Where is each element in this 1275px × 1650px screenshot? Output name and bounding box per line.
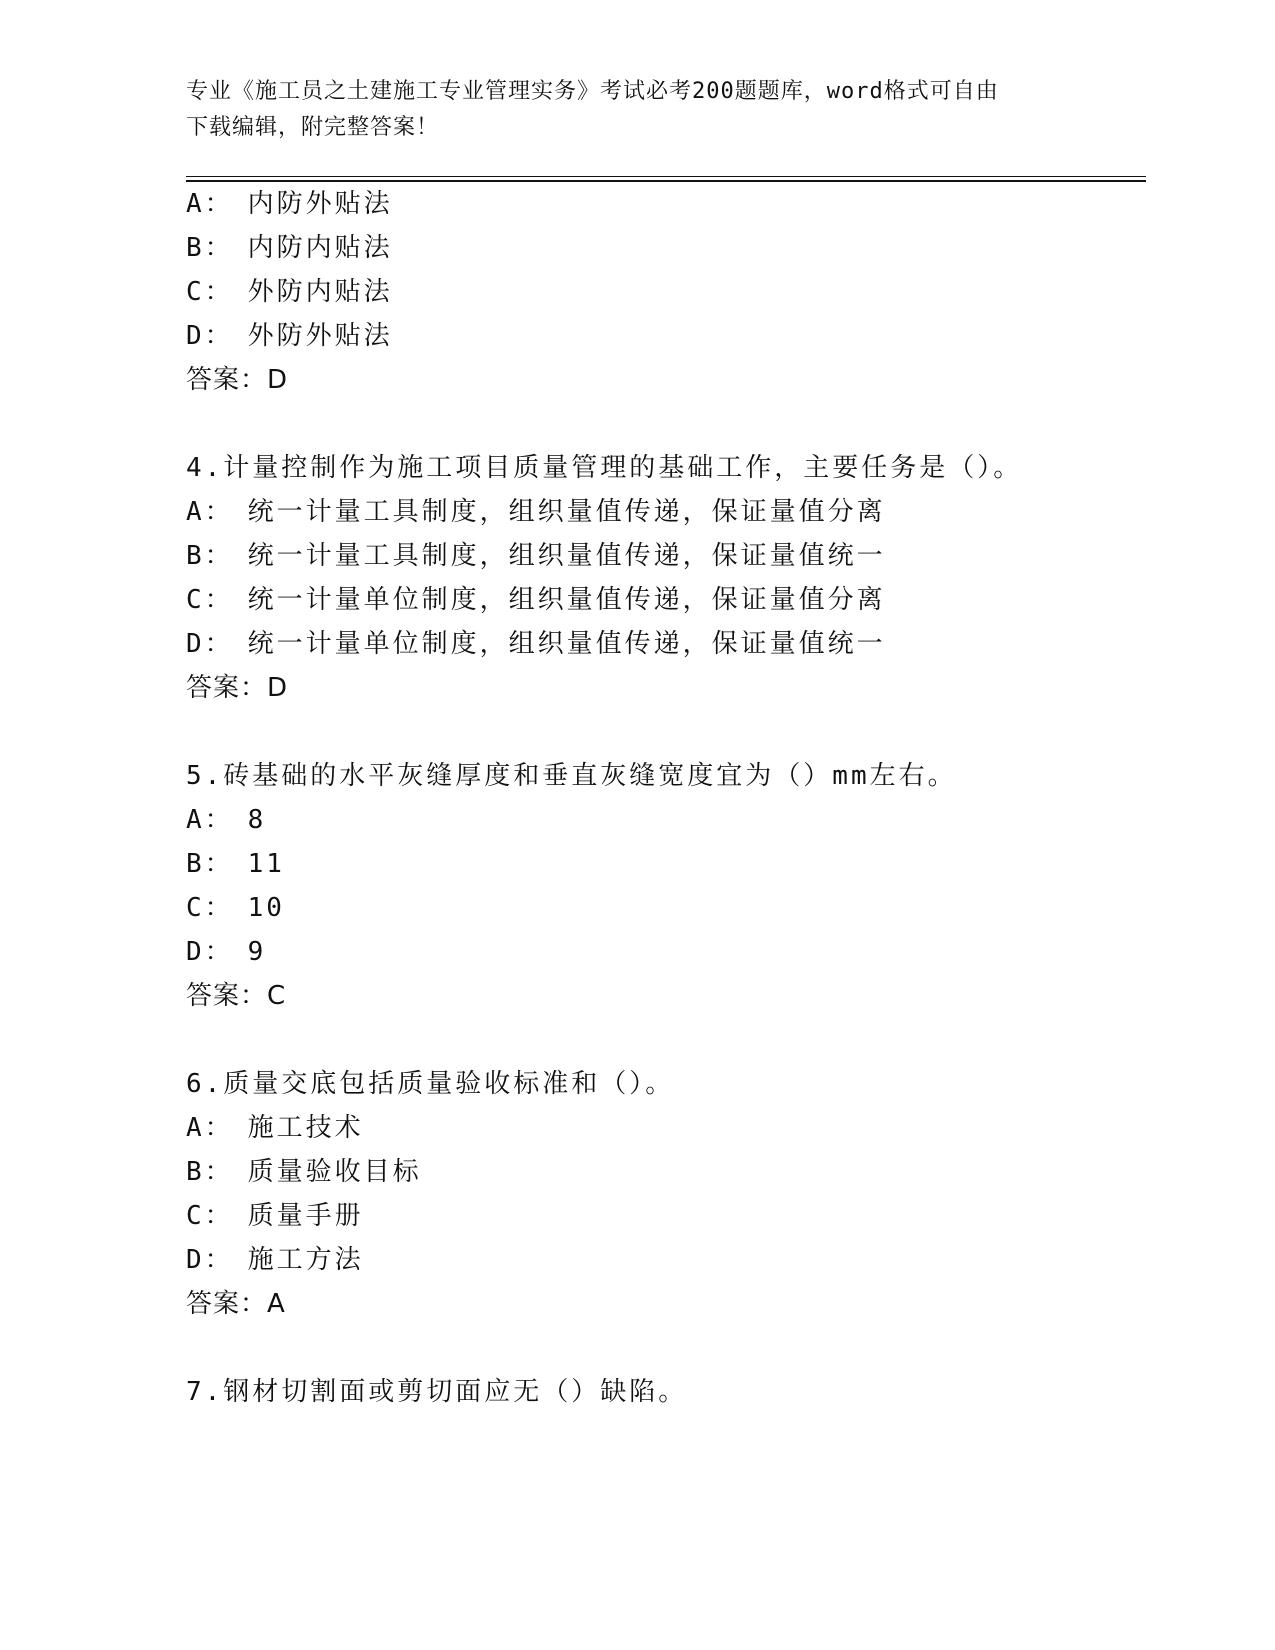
header-divider-thick bbox=[186, 180, 1146, 182]
option-a bbox=[186, 1112, 364, 1144]
option-text: 统一计量工具制度，组织量值传递，保证量值分离 bbox=[247, 497, 886, 527]
option-b bbox=[186, 540, 886, 572]
option-text: 外防内贴法 bbox=[247, 277, 393, 307]
option-a bbox=[186, 188, 393, 220]
answer-line: 答案：A bbox=[186, 1289, 286, 1319]
option-key: C： bbox=[186, 277, 234, 307]
question-stem: 6.质量交底包括质量验收标准和（）。 bbox=[186, 1069, 675, 1099]
option-b bbox=[186, 1156, 422, 1188]
question-stem: 5.砖基础的水平灰缝厚度和垂直灰缝宽度宜为（）mm左右。 bbox=[186, 761, 957, 791]
option-a bbox=[186, 496, 886, 528]
option-text: 11 bbox=[247, 849, 285, 879]
option-c bbox=[186, 1200, 364, 1232]
option-key: A： bbox=[186, 805, 234, 835]
option-key: C： bbox=[186, 585, 234, 615]
option-text: 8 bbox=[247, 805, 267, 835]
option-text: 质量验收目标 bbox=[247, 1157, 422, 1187]
option-d bbox=[186, 628, 886, 660]
option-d bbox=[186, 1244, 364, 1276]
option-c bbox=[186, 892, 285, 924]
option-d bbox=[186, 936, 266, 968]
question-stem: 4.计量控制作为施工项目质量管理的基础工作，主要任务是（）。 bbox=[186, 453, 1023, 483]
option-text: 统一计量工具制度，组织量值传递，保证量值统一 bbox=[247, 541, 886, 571]
option-text: 质量手册 bbox=[247, 1201, 364, 1231]
header-title-line-2: 下载编辑，附完整答案！ bbox=[186, 115, 440, 140]
option-key: B： bbox=[186, 233, 234, 263]
answer-line: 答案：D bbox=[186, 365, 289, 395]
option-text: 外防外贴法 bbox=[247, 321, 393, 351]
option-key: B： bbox=[186, 541, 234, 571]
option-text: 9 bbox=[247, 937, 267, 967]
option-b bbox=[186, 848, 285, 880]
option-key: D： bbox=[186, 629, 234, 659]
question-stem: 7.钢材切割面或剪切面应无（）缺陷。 bbox=[186, 1377, 688, 1407]
option-c bbox=[186, 276, 393, 308]
option-text: 施工技术 bbox=[247, 1113, 364, 1143]
option-key: D： bbox=[186, 1245, 234, 1275]
answer-line: 答案：D bbox=[186, 673, 289, 703]
option-text: 10 bbox=[247, 893, 285, 923]
answer-line: 答案：C bbox=[186, 981, 287, 1011]
option-key: A： bbox=[186, 189, 234, 219]
option-key: D： bbox=[186, 937, 234, 967]
option-key: B： bbox=[186, 1157, 234, 1187]
option-b bbox=[186, 232, 393, 264]
option-key: C： bbox=[186, 1201, 234, 1231]
option-key: B： bbox=[186, 849, 234, 879]
option-text: 施工方法 bbox=[247, 1245, 364, 1275]
option-key: C： bbox=[186, 893, 234, 923]
option-d bbox=[186, 320, 393, 352]
option-key: D： bbox=[186, 321, 234, 351]
header-title-line-1: 专业《施工员之土建施工专业管理实务》考试必考200题题库，word格式可自由 bbox=[186, 79, 999, 104]
option-text: 内防外贴法 bbox=[247, 189, 393, 219]
header-divider-thin bbox=[186, 176, 1146, 177]
option-key: A： bbox=[186, 1113, 234, 1143]
option-c bbox=[186, 584, 886, 616]
option-text: 统一计量单位制度，组织量值传递，保证量值分离 bbox=[247, 585, 886, 615]
option-a bbox=[186, 804, 266, 836]
option-key: A： bbox=[186, 497, 234, 527]
document-header bbox=[186, 74, 1066, 146]
option-text: 内防内贴法 bbox=[247, 233, 393, 263]
option-text: 统一计量单位制度，组织量值传递，保证量值统一 bbox=[247, 629, 886, 659]
